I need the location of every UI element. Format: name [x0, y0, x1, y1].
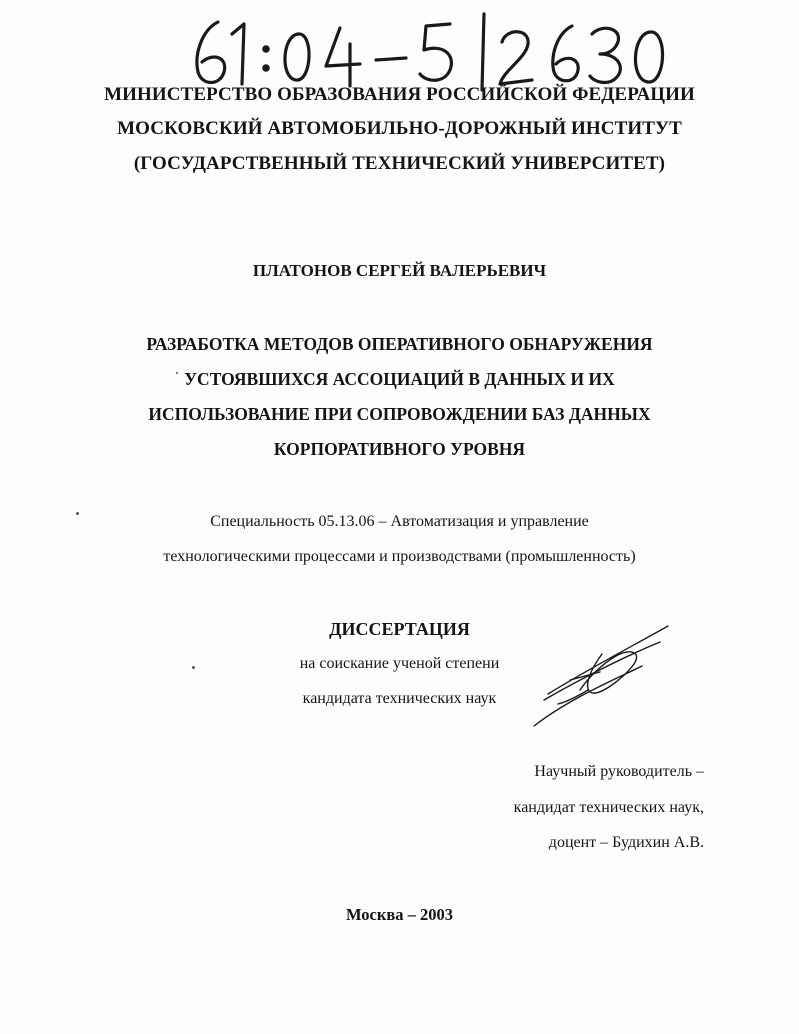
scan-speck	[192, 666, 195, 669]
work-type-heading: ДИССЕРТАЦИЯ	[329, 619, 470, 639]
degree-line-2: кандидата технических наук	[302, 690, 497, 707]
handwritten-archive-number	[180, 4, 680, 94]
thesis-title-line-3: ИСПОЛЬЗОВАНИЕ ПРИ СОПРОВОЖДЕНИИ БАЗ ДАННЫХ	[148, 404, 651, 424]
thesis-title-line-4: КОРПОРАТИВНОГО УРОВНЯ	[273, 439, 526, 459]
author-name: ПЛАТОНОВ СЕРГЕЙ ВАЛЕРЬЕВИЧ	[252, 261, 547, 280]
institute-line: МОСКОВСКИЙ АВТОМОБИЛЬНО-ДОРОЖНЫЙ ИНСТИТУТ	[117, 118, 682, 139]
author-signature	[530, 620, 680, 730]
city-year: Москва – 2003	[345, 905, 454, 924]
university-line: (ГОСУДАРСТВЕННЫЙ ТЕХНИЧЕСКИЙ УНИВЕРСИТЕТ)	[133, 153, 666, 174]
supervisor-name: доцент – Будихин А.В.	[548, 834, 704, 851]
ministry-line: МИНИСТЕРСТВО ОБРАЗОВАНИЯ РОССИЙСКОЙ ФЕДЕРАЦИИ	[104, 84, 695, 105]
thesis-title-line-2: УСТОЯВШИХСЯ АССОЦИАЦИЙ В ДАННЫХ И ИХ	[184, 369, 615, 389]
thesis-title-line-1: РАЗРАБОТКА МЕТОДОВ ОПЕРАТИВНОГО ОБНАРУЖЕНИЯ	[146, 334, 653, 354]
supervisor-label: Научный руководитель –	[534, 763, 704, 780]
specialty-line-2: технологическими процессами и производствами (промышленность)	[163, 548, 636, 565]
supervisor-degree: кандидат технических наук,	[513, 799, 704, 816]
specialty-line-1: Специальность 05.13.06 – Автоматизация и управление	[210, 513, 589, 530]
degree-line-1: на соискание ученой степени	[299, 655, 500, 672]
scan-speck	[76, 512, 79, 515]
scan-speck	[176, 372, 178, 374]
